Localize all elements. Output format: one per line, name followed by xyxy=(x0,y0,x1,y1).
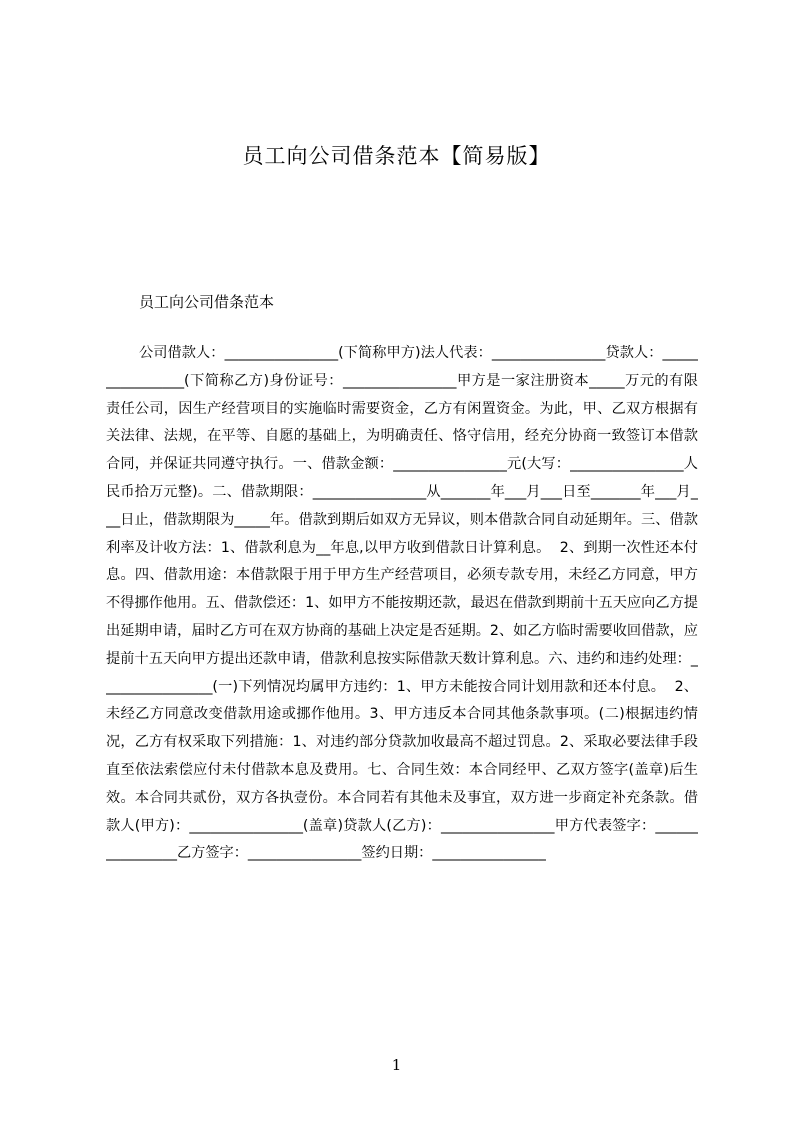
contract-body-text: 公司借款人：________________(下简称甲方)法人代表：________________贷款人：________________(下简称乙方)身份证号：________________甲方是一家注册资本_____万元的有限责任公司，因生产经营项目的实施临时需要资金，乙方有闲置资金。为此，甲、乙双方根据有关法律、法规，在平等、自愿的基础上，为明确责任、恪守信用，经充分协商一致签订本借款合同，并保证共同遵守执行。一、借款金额：________________元(大写：________________人民币拾万元整)。二、借款期限：________________从_______年___月___日至_______年___月___日止，借款期限为_____年。借款到期后如双方无异议，则本借款合同自动延期年。三、借款利率及计收方法：1、借款利息为__年息,以甲方收到借款日计算利息。 2、到期一次性还本付息。四、借款用途：本借款限于用于甲方生产经营项目，必须专款专用，未经乙方同意，甲方不得挪作他用。五、借款偿还：1、如甲方不能按期还款，最迟在借款到期前十五天应向乙方提出延期申请，届时乙方可在双方协商的基础上决定是否延期。2、如乙方临时需要收回借款，应提前十五天向甲方提出还款申请，借款利息按实际借款天数计算利息。六、违约和违约处理：________________(一)下列情况均属甲方违约：1、甲方未能按合同计划用款和还本付息。 2、未经乙方同意改变借款用途或挪作他用。3、甲方违反本合同其他条款事项。(二)根据违约情况，乙方有权采取下列措施：1、对违约部分贷款加收最高不超过罚息。2、采取必要法律手段直至依法索偿应付未付借款本息及费用。七、合同生效：本合同经甲、乙双方签字(盖章)后生效。本合同共贰份，双方各执壹份。本合同若有其他未及事宜，双方进一步商定补充条款。借款人(甲方)：________________(盖章)贷款人(乙方)：________________甲方代表签字：________________乙方签字：________________签约日期：________________ xyxy=(106,345,698,862)
document-subtitle: 员工向公司借条范本 xyxy=(139,293,275,311)
page-number: 1 xyxy=(391,1056,402,1074)
page-title: 员工向公司借条范本【简易版】 xyxy=(242,144,551,168)
